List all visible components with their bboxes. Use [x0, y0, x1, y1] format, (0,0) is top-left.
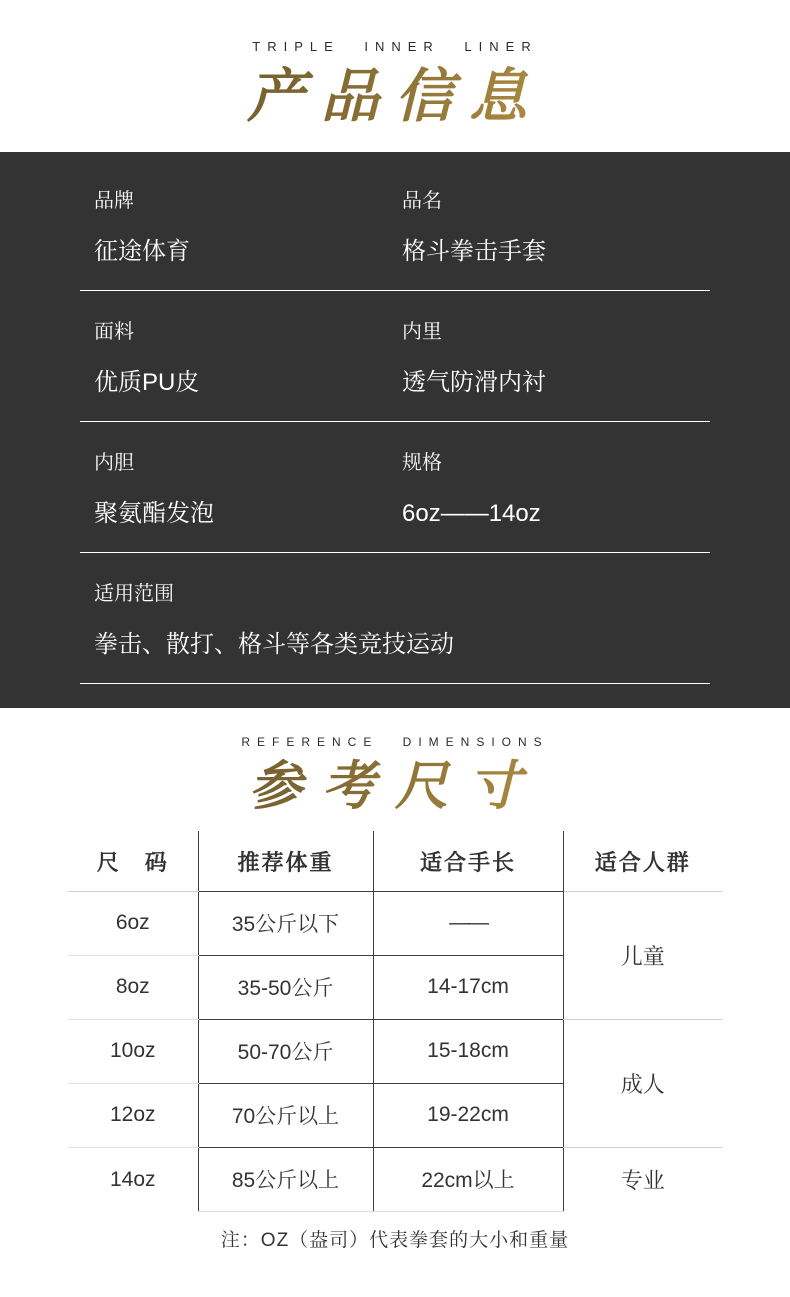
header-recommended-weight: 推荐体重 [198, 831, 373, 891]
field-label: 规格 [402, 451, 442, 474]
field-value: 6oz——14oz [402, 499, 541, 527]
hand-length-cell: 22cm以上 [373, 1147, 563, 1211]
weight-cell: 70公斤以上 [198, 1083, 373, 1147]
table-row [68, 1019, 722, 1083]
info-row-scope [80, 553, 710, 660]
field-value: 透气防滑内衬 [402, 368, 546, 396]
info-field-product-name [402, 189, 710, 267]
weight-cell: 50-70公斤 [198, 1019, 373, 1083]
field-label: 品牌 [94, 189, 134, 212]
table-row [68, 1147, 722, 1211]
header-size: 尺 码 [68, 831, 198, 891]
product-info-tagline: TRIPLE INNER LINER [252, 39, 538, 54]
size-cell: 6oz [68, 891, 198, 955]
info-field-brand [94, 189, 402, 267]
info-field-spec [402, 451, 710, 529]
info-row-core-spec [80, 422, 710, 529]
field-value: 征途体育 [94, 237, 190, 265]
group-cell: 成人 [563, 1019, 722, 1147]
size-reference-title: 参考尺寸 [0, 757, 790, 816]
table-row [68, 891, 722, 955]
header-suitable-group: 适合人群 [563, 831, 722, 891]
weight-cell: 35公斤以下 [198, 891, 373, 955]
info-row-brand-name [80, 160, 710, 267]
group-cell: 专业 [563, 1147, 722, 1211]
info-field-scope [94, 582, 710, 660]
field-label: 品名 [402, 189, 442, 212]
hand-length-cell: —— [449, 911, 487, 935]
header-hand-length: 适合手长 [373, 831, 563, 891]
table-header-row [68, 831, 722, 891]
size-cell: 10oz [68, 1019, 198, 1083]
oz-footnote: 注：OZ（盎司）代表拳套的大小和重量 [220, 1229, 570, 1251]
field-value: 格斗拳击手套 [402, 237, 546, 265]
divider [80, 683, 710, 684]
field-value: 拳击、散打、格斗等各类竞技运动 [94, 630, 454, 658]
field-label: 面料 [94, 320, 134, 343]
field-label: 内胆 [94, 451, 134, 474]
info-field-material [94, 320, 402, 398]
field-label: 适用范围 [94, 582, 174, 605]
product-info-title: 产品信息 [0, 64, 790, 129]
info-field-inner-core [94, 451, 402, 529]
weight-cell: 85公斤以上 [198, 1147, 373, 1211]
group-cell: 儿童 [563, 891, 722, 1019]
hand-length-cell: 19-22cm [373, 1083, 563, 1147]
hand-length-cell: 15-18cm [373, 1019, 563, 1083]
weight-cell: 35-50公斤 [198, 955, 373, 1019]
field-value: 聚氨酯发泡 [94, 499, 214, 527]
size-cell: 14oz [109, 1167, 156, 1191]
size-cell: 12oz [68, 1083, 198, 1147]
hand-length-cell: 14-17cm [373, 955, 563, 1019]
size-reference-tagline: REFERENCE DIMENSIONS [241, 734, 549, 749]
field-label: 内里 [402, 320, 442, 343]
info-row-material-lining [80, 291, 710, 398]
size-cell: 8oz [68, 955, 198, 1019]
size-table [68, 831, 722, 1212]
product-info-panel [0, 152, 790, 708]
info-field-lining [402, 320, 710, 398]
field-value: 优质PU皮 [94, 368, 200, 396]
